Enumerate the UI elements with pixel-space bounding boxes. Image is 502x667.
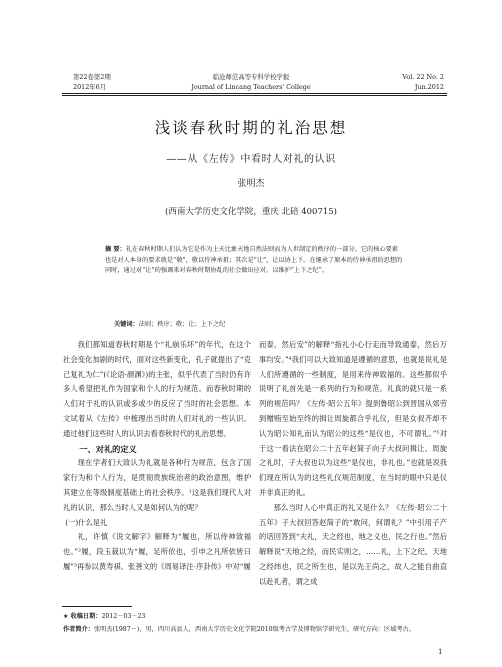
received-date-line	[63, 610, 448, 623]
body-paragraph: 现在学者们大致认为礼就是各种行为规范，包含了国家行为和个人行为，是贯彻贵族统治者的政治意图，维护其建立在等级制度基础上的社会秩序。¹这是我们现代人对礼的认识，那么当时人又是如何认为的呢？	[63, 458, 251, 512]
issue-date: 2012年6月	[73, 82, 107, 91]
keywords-label: 关键词：	[114, 321, 139, 328]
author-bio-label: 作者简介：	[63, 626, 94, 633]
body-paragraph: 我们都知道春秋时期是个“礼崩乐坏”的年代，在这个社会变化加剧的时代，面对这些新变化，孔子就提出了“克己复礼为仁”(《论语·颜渊》)的主张，似乎代表了当时仍有许多人希望把礼作为国家和个人的行为规范。而春秋时期的人们对于礼的认识或多或少的反应了当时的社会思想。本文试着从《左传》中梳理出当时的人们对礼的一些认识。通过他们这些时人的认识去看春秋时代的礼治思想。	[63, 340, 251, 438]
header-left	[73, 73, 111, 92]
body-paragraph: 那么当时人心中真正的礼又是什么？《左传·昭公二十五年》子大叔回答赵简子的“敢问，何谓礼？”中引用子产的话回答到“夫礼，天之经也，地之义也，民之行也。”然后解释说“天地之经，而民实则之，……礼，上下之纪，天地之经纬也，民之所生也，是以先王尚之，故人之能自曲直以赴礼者，谓之成	[259, 502, 447, 586]
journal-name-cn: 临沧师范高等专科学校学报	[212, 73, 290, 81]
article-subtitle: ——从《左传》中看时人对礼的认识	[166, 154, 336, 165]
article-title: 浅谈春秋时期的礼治思想	[154, 119, 348, 137]
author-bio-line	[63, 623, 448, 636]
body-paragraph: 而泰，然后安”的解释“指礼小心行走而导致通泰，然后万事均安。”⁴我们可以大致知道是遵循的意思，也就是说礼是人们所遵循的一些制度，是用来侍神致福的。这些都似乎说明了礼首先是一系列的行为和规范。礼真的就只是一系列的规范吗？《左传·昭公五年》提到鲁昭公到晋国从郊劳到赠贿至始至终的揖让周旋都合乎礼仪，但是女叔齐却不认为昭公知礼而认为昭公的这些“是仪也，不可谓礼。”⁵对于这一看法在昭公二十五年赵简子向子大叔问揖让、周旋之礼时，子大叔也以为这些“是仪也，非礼也。”也就是说我们现在所认为的这些礼仪规范制度，在当时的眼中只是仪并非真正的礼。	[259, 340, 447, 497]
author-bio: 张明杰(1987－)，男，四川高县人，西南大学历史文化学院2010级考古学及博物馆学研究生，研究方向：区域考古。	[93, 626, 415, 633]
header-center	[150, 73, 352, 92]
month-year: Jun.2012	[414, 82, 444, 91]
header-rule-bottom	[62, 95, 447, 96]
received-date: 2012－03－23	[101, 613, 146, 620]
author-affiliation: (西南大学历史文化学院，重庆 北碚 400715)	[165, 207, 337, 217]
header-right	[402, 73, 444, 92]
footnote-marker: ★	[63, 613, 71, 620]
body-column-right	[259, 338, 447, 590]
received-label: 收稿日期：	[70, 613, 102, 620]
body-paragraph: 礼，许慎《说文解字》解释为“履也，所以侍神致福也。”²履，段玉裁以为“履，足所依也，引申之凡所依皆曰履”³再参以黄寿祺、张善文的《周易译注·序卦传》中对“履	[63, 532, 251, 571]
keywords	[114, 319, 225, 328]
volume-number: Vol. 22 No. 2	[402, 73, 444, 81]
volume-issue: 第22卷第2期	[73, 73, 111, 81]
keywords-text: 法则；秩序；敬；让；上下之纪	[138, 321, 226, 328]
footnote-rule	[62, 606, 132, 607]
abstract-label: 摘 要：	[105, 246, 126, 253]
author-name: 张明杰	[237, 179, 265, 189]
subsection-heading: (一)什么是礼	[65, 517, 108, 527]
page-number: 1	[438, 648, 443, 656]
journal-name-en: Journal of Lincang Teachers' College	[191, 82, 311, 91]
footnote	[63, 610, 448, 636]
abstract-text: 礼在春秋时期人们认为它是作为上天比象天地自然法则而为人世制定的秩序的一部分。它的核心要素也是对人本身的要求就是“敬”，敬以待神承祖；其次是“让”，让以协上下。在继承了原本的侍神承祖的思想的同时，通过对“让”的强调来对春秋时期协乱的社会做出应对，以维护“上下之纪”。	[105, 246, 403, 274]
abstract	[105, 245, 403, 277]
header-rule-top	[62, 93, 447, 94]
body-column-left	[63, 338, 251, 575]
section-heading: 一、对礼的定义	[79, 443, 137, 454]
